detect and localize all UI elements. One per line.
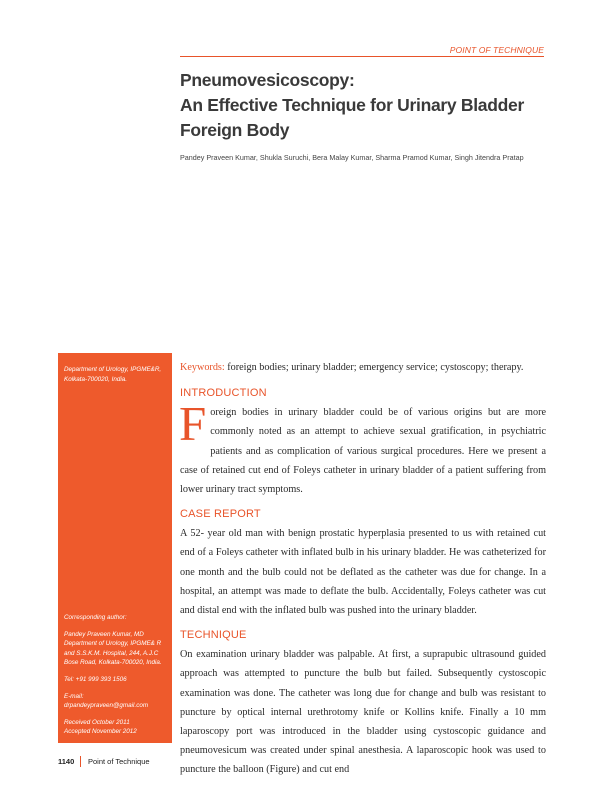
keywords: [180, 358, 546, 377]
author-list: Pandey Praveen Kumar, Shukla Suruchi, Bera Malay Kumar, Sharma Pramod Kumar, Singh Jitendra Pratap: [180, 153, 524, 162]
article-title: [180, 68, 560, 143]
title-line-2: An Effective Technique for Urinary Bladder: [180, 95, 524, 115]
corresponding-heading: Corresponding author:: [64, 614, 127, 621]
department-affiliation: Department of Urology, IPGME&R, Kolkata-700020, India.: [64, 366, 162, 383]
affiliation-sidebar: [58, 353, 172, 743]
corresponding-address: Pandey Praveen Kumar, MD Department of Urology, IPGME& R and S.S.K.M. Hospital, 244, A.J.C Bose Road, Kolkata-700020, India.: [64, 630, 162, 667]
section-label: POINT OF TECHNIQUE: [449, 45, 544, 55]
journal-section-name: Point of Technique: [88, 757, 150, 766]
case-report-heading: CASE REPORT: [180, 508, 261, 521]
title-line-3: Foreign Body: [180, 120, 290, 140]
drop-cap: F: [179, 396, 207, 452]
corresponding-author-block: [64, 613, 168, 737]
keywords-label: Keywords:: [180, 362, 225, 373]
keywords-text: foreign bodies; urinary bladder; emergency service; cystoscopy; therapy.: [227, 362, 524, 373]
corresponding-tel: Tel: +91 999 393 1506: [64, 675, 127, 683]
article-body: [179, 358, 546, 776]
case-report-text: A 52- year old man with benign prostatic hyperplasia presented to us with retained cut end of a Foleys catheter with inflated bulb in his urinary bladder. He was catheterized for one month and the bulb could not be deflated as the catheter was due for change. In a hospital, an attempt was made to deflate the bulb. Accidentally, Foleys catheter was cut and distal end with the inflated bulb was pushed into the urinary bladder.: [180, 528, 546, 617]
page-number: 1140: [58, 757, 75, 766]
introduction-text: oreign bodies in urinary bladder could be of various origins but are more commonly noted as an attempt to achieve sexual gratification, in psychiatric patients and as complication of various surgical procedures. Here we present a case of retained cut end of Foleys catheter in urinary bladder of a patient suffering from lower urinary tract symptoms.: [180, 407, 546, 496]
technique-text: On examination urinary bladder was palpable. At first, a suprapubic ultrasound guided approach was attempted to puncture the bulb but failed. Subsequently cystoscopic examination was done. The catheter was long due for change and bulb was resistant to puncture by optical internal urethrotomy knife or Kollins knife. Finally a 10 mm laparoscopy port was introduced in the bladder using cystoscopic guidance and pneumovesicum was created under spinal anesthesia. A laparoscopic hook was used to puncture the balloon (Figure) and cut end: [180, 649, 546, 776]
footer-separator: [80, 756, 81, 767]
received-date: Received October 2011: [64, 718, 130, 726]
accepted-date: Accepted November 2012: [64, 728, 137, 736]
introduction-heading: INTRODUCTION: [180, 387, 267, 400]
introduction-paragraph: [179, 396, 546, 499]
header-rule: [180, 56, 544, 57]
corresponding-email: E-mail: drpandeypraveen@gmail.com: [64, 692, 149, 710]
technique-heading: TECHNIQUE: [180, 629, 247, 642]
title-line-1: Pneumovesicoscopy:: [180, 70, 355, 90]
